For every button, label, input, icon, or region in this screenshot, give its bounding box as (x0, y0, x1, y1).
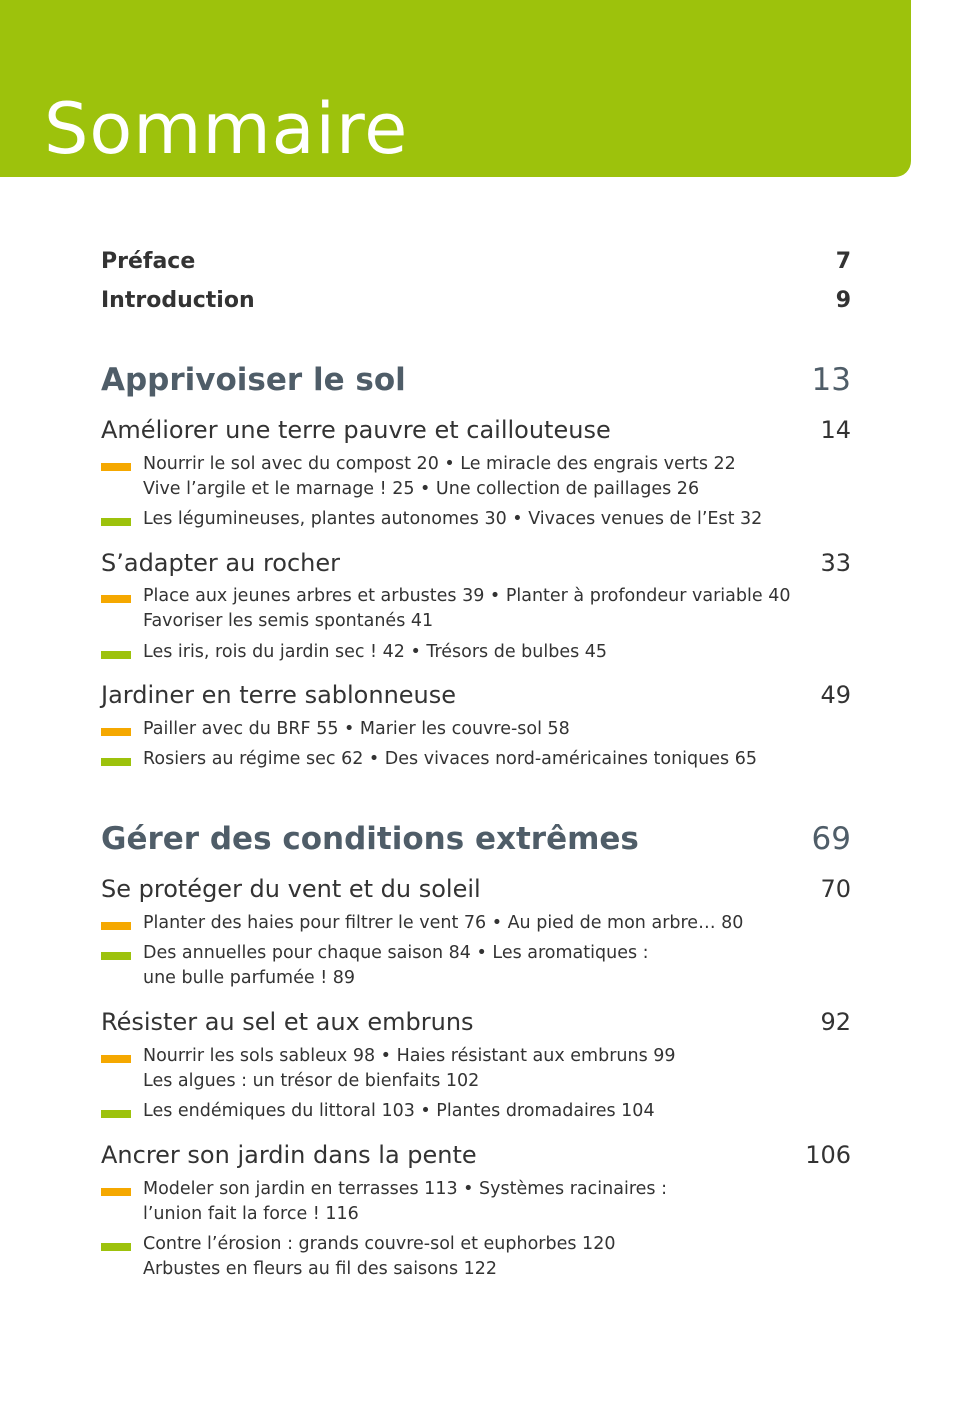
topic-line[interactable]: Rosiers au régime sec 62 • Des vivaces nord-américaines toniques 65 (143, 749, 757, 769)
topic-line[interactable]: Les iris, rois du jardin sec ! 42 • Trésors de bulbes 45 (143, 642, 608, 662)
front-matter-entry-title: Préface (101, 249, 196, 274)
front-matter-entry-page-number: 9 (835, 288, 851, 313)
topic-group (101, 1177, 851, 1227)
topic-group (101, 640, 851, 665)
table-of-contents (101, 0, 851, 1413)
topic-group (101, 1232, 851, 1282)
chapter-entry-page-number: 92 (820, 1008, 851, 1036)
page-title: Sommaire (44, 88, 409, 170)
topic-line[interactable]: Place aux jeunes arbres et arbustes 39 • Planter à profondeur variable 40 (143, 586, 791, 606)
green-bullet-bar (101, 1243, 131, 1251)
part-heading[interactable] (101, 818, 851, 860)
topic-group (101, 717, 851, 742)
topic-lines (143, 911, 743, 936)
topic-line[interactable]: Les légumineuses, plantes autonomes 30 • Vivaces venues de l’Est 32 (143, 509, 763, 529)
chapter-entry-page-number: 14 (820, 416, 851, 444)
part-heading-title: Apprivoiser le sol (101, 362, 406, 398)
topic-line[interactable]: Les endémiques du littoral 103 • Plantes dromadaires 104 (143, 1101, 655, 1121)
chapter-entry-page-number: 106 (805, 1141, 851, 1169)
green-bullet-bar (101, 1110, 131, 1118)
chapter-entry-title: Résister au sel et aux embruns (101, 1008, 474, 1036)
part-heading-page-number: 69 (811, 821, 851, 857)
chapter-entry-title: Jardiner en terre sablonneuse (101, 681, 457, 709)
green-bullet-bar (101, 651, 131, 659)
chapter-entry-title: S’adapter au rocher (101, 549, 341, 577)
topic-group (101, 941, 851, 991)
topic-lines (143, 1044, 676, 1094)
topic-group (101, 584, 851, 634)
chapter-entry[interactable] (101, 547, 851, 579)
part-heading-page-number: 13 (811, 362, 851, 398)
green-bullet-bar (101, 758, 131, 766)
chapter-entry[interactable] (101, 873, 851, 905)
topic-line[interactable]: Favoriser les semis spontanés 41 (143, 611, 434, 631)
topic-lines (143, 1232, 615, 1282)
chapter-entry[interactable] (101, 1006, 851, 1038)
topic-line[interactable]: Nourrir les sols sableux 98 • Haies résistant aux embruns 99 (143, 1046, 676, 1066)
chapter-entry[interactable] (101, 414, 851, 446)
chapter-entry-title: Ancrer son jardin dans la pente (101, 1141, 477, 1169)
part-heading[interactable] (101, 359, 851, 401)
orange-bullet-bar (101, 728, 131, 736)
topic-group (101, 747, 851, 772)
topic-lines (143, 452, 736, 502)
orange-bullet-bar (101, 1188, 131, 1196)
front-matter-entry[interactable] (101, 247, 851, 277)
topic-lines (143, 507, 762, 532)
topic-line[interactable]: l’union fait la force ! 116 (143, 1204, 359, 1224)
topic-line[interactable]: Nourrir le sol avec du compost 20 • Le miracle des engrais verts 22 (143, 454, 736, 474)
green-bullet-bar (101, 518, 131, 526)
topic-line[interactable]: Contre l’érosion : grands couvre-sol et euphorbes 120 (143, 1234, 616, 1254)
chapter-entry-page-number: 70 (820, 875, 851, 903)
part-heading-title: Gérer des conditions extrêmes (101, 821, 639, 857)
chapter-entry-title: Améliorer une terre pauvre et caillouteuse (101, 416, 611, 444)
front-matter-entry-title: Introduction (101, 288, 255, 313)
topic-group (101, 1099, 851, 1124)
topic-line[interactable]: Modeler son jardin en terrasses 113 • Systèmes racinaires : (143, 1179, 667, 1199)
topic-line[interactable]: Les algues : un trésor de bienfaits 102 (143, 1071, 480, 1091)
chapter-entry-title: Se protéger du vent et du soleil (101, 875, 481, 903)
topic-lines (143, 584, 790, 634)
topic-group (101, 507, 851, 532)
topic-line[interactable]: une bulle parfumée ! 89 (143, 968, 356, 988)
topic-lines (143, 1177, 667, 1227)
orange-bullet-bar (101, 463, 131, 471)
topic-line[interactable]: Vive l’argile et le marnage ! 25 • Une collection de paillages 26 (143, 479, 700, 499)
chapter-entry-page-number: 33 (820, 549, 851, 577)
chapter-entry[interactable] (101, 679, 851, 711)
topic-line[interactable]: Pailler avec du BRF 55 • Marier les couvre-sol 58 (143, 719, 570, 739)
orange-bullet-bar (101, 595, 131, 603)
topic-lines (143, 717, 570, 742)
topic-group (101, 1044, 851, 1094)
chapter-entry-page-number: 49 (820, 681, 851, 709)
front-matter-entry-page-number: 7 (835, 249, 851, 274)
topic-line[interactable]: Des annuelles pour chaque saison 84 • Les aromatiques : (143, 943, 649, 963)
front-matter-entry[interactable] (101, 286, 851, 316)
topic-lines (143, 747, 757, 772)
green-bullet-bar (101, 952, 131, 960)
topic-group (101, 452, 851, 502)
orange-bullet-bar (101, 922, 131, 930)
topic-line[interactable]: Planter des haies pour filtrer le vent 76 • Au pied de mon arbre… 80 (143, 913, 744, 933)
topic-lines (143, 1099, 655, 1124)
topic-lines (143, 640, 607, 665)
chapter-entry[interactable] (101, 1139, 851, 1171)
topic-lines (143, 941, 649, 991)
topic-line[interactable]: Arbustes en fleurs au fil des saisons 122 (143, 1259, 498, 1279)
topic-group (101, 911, 851, 936)
orange-bullet-bar (101, 1055, 131, 1063)
